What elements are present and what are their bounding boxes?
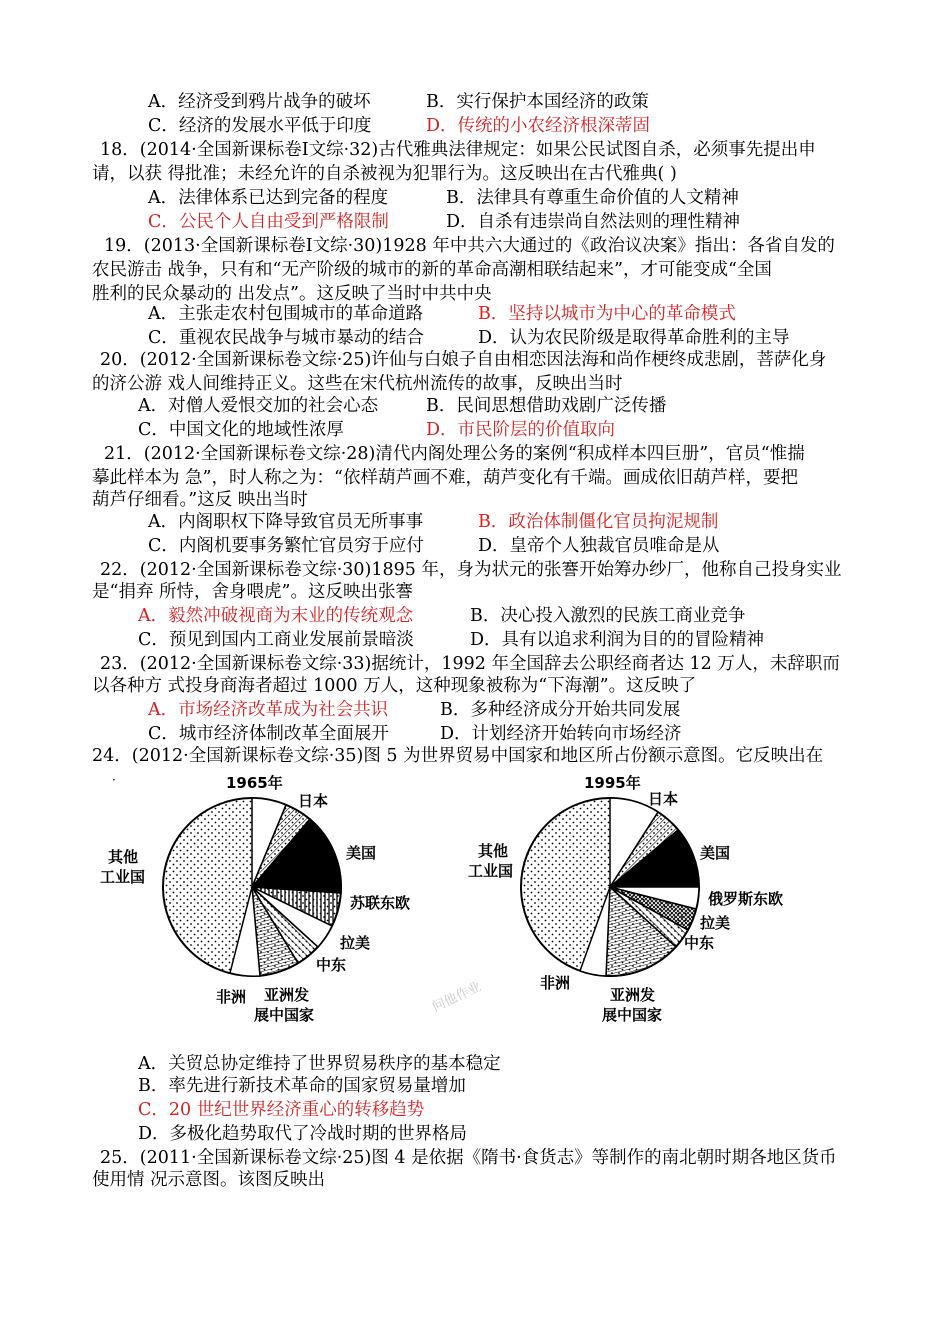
q22-option-b: B．决心投入激烈的民族工商业竞争 [470, 606, 746, 626]
q25-stem-line2: 使用情 况示意图。该图反映出 [92, 1170, 326, 1190]
q24-stem-line2: ． [112, 769, 125, 783]
q18-option-a: A．法律体系已达到完备的程度 [148, 188, 389, 208]
q23-option-c: C．城市经济体制改革全面展开 [148, 724, 389, 744]
q22-option-c: C．预见到国内工商业发展前景暗淡 [138, 630, 414, 650]
q25-stem-line1: 25．(2011·全国新课标卷文综·25)图 4 是依据《隋书·食货志》等制作的南北朝时期各地区货币 [100, 1148, 837, 1168]
pie-1995-label-japan: 日本 [648, 790, 679, 808]
pie-1995-label-latam: 拉美 [700, 914, 731, 932]
q19-stem-line3: 胜利的民众暴动的 出发点”。这反映了当时中共中央 [92, 284, 492, 304]
pie-1995-label-asia-2: 展中国家 [602, 1006, 663, 1024]
q22-stem-line2: 是“捐弃 所恃，舍身喂虎”。这反映出张謇 [92, 582, 413, 602]
q20-option-d-answer: D．市民阶层的价值取向 [426, 420, 616, 440]
q23-stem-line2: 以各种方 式投身商海者超过 1000 万人，这种现象被称为“下海潮”。这反映了 [92, 676, 697, 696]
pie-1965-label-asia-2: 展中国家 [254, 1006, 315, 1024]
q21-option-c: C．内阁机要事务繁忙官员穷于应付 [148, 536, 424, 556]
pie-1965-label-other-1: 其他 [108, 848, 139, 866]
pie-1965-label-latam: 拉美 [340, 934, 371, 952]
q21-stem-line3: 葫芦仔细看。”这反 映出当时 [92, 490, 308, 510]
pie-1995-label-asia-1: 亚洲发 [610, 986, 656, 1004]
pie-1965-label-ussr: 苏联东欧 [350, 894, 411, 912]
pie-1965-label-mideast: 中东 [316, 956, 347, 974]
q19-option-d: D．认为农民阶级是取得革命胜利的主导 [478, 328, 790, 348]
pie-1995-label-usa: 美国 [700, 844, 731, 862]
q19-option-a: A．主张走农村包围城市的革命道路 [148, 304, 424, 324]
watermark: 问他作业 [430, 979, 484, 1016]
q17-option-d-answer: D．传统的小农经济根深蒂固 [426, 116, 651, 136]
q21-stem-line2: 摹此样本为 急”，时人称之为：“依样葫芦画不难，葫芦变化有千端。画成依旧葫芦样，要把 [92, 468, 798, 488]
q18-stem-line2: 请，以获 得批准；未经允许的自杀被视为犯罪行为。这反映出在古代雅典( ) [92, 164, 677, 184]
q18-stem-line1: 18．(2014·全国新课标卷Ⅰ文综·32)古代雅典法律规定：如果公民试图自杀，必须事先提出申 [100, 140, 816, 160]
q21-option-b-answer: B．政治体制僵化官员拘泥规制 [478, 512, 719, 532]
q23-option-a-answer: A．市场经济改革成为社会共识 [148, 700, 389, 720]
q18-option-c-answer: C．公民个人自由受到严格限制 [148, 212, 389, 232]
pie-1965-label-usa: 美国 [346, 844, 377, 862]
q19-stem-line1: 19．(2013·全国新课标卷Ⅰ文综·30)1928 年中共六大通过的《政治议决案》指出：各省自发的 [104, 236, 835, 256]
pie-1995 [521, 798, 699, 976]
q20-option-c: C．中国文化的地域性浓厚 [138, 420, 344, 440]
pie-1965 [163, 798, 341, 976]
q20-stem-line2: 的济公游 戏人间维持正义。这些在宋代杭州流传的故事，反映出当时 [92, 374, 623, 394]
q24-option-d: D．多极化趋势取代了冷战时期的世界格局 [138, 1124, 468, 1144]
q21-stem-line1: 21．(2012·全国新课标卷文综·28)清代内阁处理公务的案例“积成样本四巨册”，官员“惟揣 [104, 444, 805, 464]
q22-stem-line1: 22．(2012·全国新课标卷文综·30)1895 年，身为状元的张謇开始筹办纱厂，他称自己投身实业 [100, 560, 842, 580]
q20-option-a: A．对僧人爱恨交加的社会心态 [138, 396, 379, 416]
q24-stem-line1: 24．(2012·全国新课标卷文综·35)图 5 为世界贸易中国家和地区所占份额示意图。它反映出在 [92, 746, 824, 766]
pie-1965-label-asia-1: 亚洲发 [264, 986, 310, 1004]
q24-option-c-answer: C．20 世纪世界经济重心的转移趋势 [138, 1100, 425, 1120]
q20-stem-line1: 20．(2012·全国新课标卷文综·25)许仙与白娘子自由相恋因法海和尚作梗终成悲剧，菩萨化身 [100, 350, 827, 370]
q19-option-c: C．重视农民战争与城市暴动的结合 [148, 328, 424, 348]
pie-1995-label-russia: 俄罗斯东欧 [708, 890, 784, 908]
q17-option-c: C．经济的发展水平低于印度 [148, 116, 372, 136]
q17-option-b: B．实行保护本国经济的政策 [426, 92, 649, 112]
pie-1965-label-japan: 日本 [298, 792, 329, 810]
pie-1995-label-other-2: 工业国 [468, 862, 514, 880]
q17-option-a: A．经济受到鸦片战争的破坏 [148, 92, 371, 112]
q21-option-a: A．内阁职权下降导致官员无所事事 [148, 512, 424, 532]
pie-1965-label-africa: 非洲 [216, 988, 247, 1006]
q22-option-d: D．具有以追求利润为目的的冒险精神 [470, 630, 765, 650]
q22-option-a-answer: A．毅然冲破视商为末业的传统观念 [138, 606, 414, 626]
q20-option-b: B．民间思想借助戏剧广泛传播 [426, 396, 667, 416]
pie-1995-label-other-1: 其他 [478, 842, 509, 860]
pie-1995-label-africa: 非洲 [540, 974, 571, 992]
pie-1995-label-mideast: 中东 [684, 934, 715, 952]
q24-option-a: A．关贸总协定维持了世界贸易秩序的基本稳定 [138, 1054, 501, 1074]
q21-option-d: D．皇帝个人独裁官员唯命是从 [478, 536, 720, 556]
q19-option-b-answer: B．坚持以城市为中心的革命模式 [478, 304, 736, 324]
q23-option-b: B．多种经济成分开始共同发展 [440, 700, 681, 720]
q23-stem-line1: 23．(2012·全国新课标卷文综·33)据统计，1992 年全国辞去公职经商者达 12 万人，未辞职而 [100, 654, 840, 674]
pie-1995-year: 1995年 [584, 774, 641, 792]
pie-1965-year: 1965年 [226, 774, 283, 792]
pie-1965-label-other-2: 工业国 [100, 868, 146, 886]
q18-option-d: D．自杀有违崇尚自然法则的理性精神 [446, 212, 741, 232]
q24-option-b: B．率先进行新技术革命的国家贸易量增加 [138, 1076, 466, 1096]
q23-option-d: D．计划经济开始转向市场经济 [440, 724, 682, 744]
q18-option-b: B．法律具有尊重生命价值的人文精神 [446, 188, 739, 208]
q19-stem-line2: 农民游击 战争，只有和“无产阶级的城市的新的革命高潮相联结起来”，才可能变成“全国 [92, 260, 772, 280]
